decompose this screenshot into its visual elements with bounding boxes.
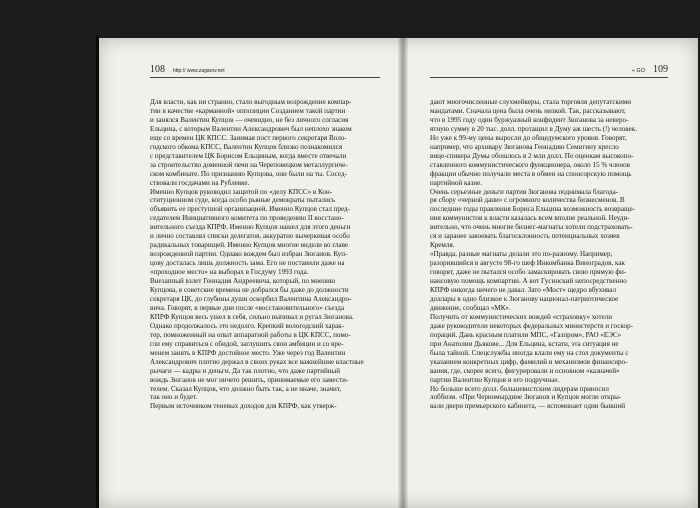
text-line: тии в качестве «карманной» оппозиции Созданием такой партии	[150, 106, 346, 115]
text-line: последние годы правления Бориса Ельцина возможность возвраще-	[430, 205, 635, 214]
text-line: ставленного коммунистического функционера, около 15 % членов	[430, 160, 630, 169]
page-gutter	[398, 38, 408, 508]
text-line: была тайной. Спецслужбы иногда клали ему на стол документы с	[430, 348, 629, 357]
text-line: радикальных товарищей. Именно Купцов многие видели во главе	[150, 241, 349, 250]
text-line: вительно, что очень многие бизнес-магнаты хотели подстраховать-	[430, 223, 633, 232]
header-url: http:// www.zagarov.net	[173, 68, 225, 74]
text-line: говорят, даже не пытался особо замаскировать свою прямую фи-	[430, 268, 627, 277]
text-line: дают многочисленные слухмейкеры, стала торговля депутатскими	[430, 98, 632, 106]
text-line: еще со времен ЦК КПСС. Занимая пост первого секретаря Воло-	[150, 133, 347, 142]
left-page-number: 108	[150, 64, 165, 75]
left-page-header	[150, 64, 380, 78]
text-line: Кремля.	[430, 241, 455, 250]
text-line: Очень серьезные деньги партия Зюганова поднимала благода-	[430, 187, 619, 196]
text-line: нансовую помощь компартии. А вот Гусинский непосредственно	[430, 277, 627, 286]
left-page-body	[150, 98, 382, 411]
text-line: рычаги — кадры и деньги. Да так плотно, что даже партийный	[150, 366, 341, 375]
text-line: «проходное место» на выборах в Госдуму 1993 года.	[150, 268, 309, 277]
text-line: вице-спикера Думы обошлось в 2 млн долл. По оценкам высокопо-	[430, 151, 634, 160]
text-line: Александрович плотно держал в своих руках все важнейшие властные	[150, 357, 364, 366]
text-line: КПРФ Купцов весь ушел в себя, сильно выпивал и ругал Зюганова.	[150, 312, 354, 321]
text-line: партийной казне.	[430, 178, 483, 187]
header-section-mark: « GO	[631, 68, 645, 74]
text-line: пораций. Дань красным платили МПС, «Газпром», РАО «ЕЭС»	[430, 330, 622, 339]
text-line: и занялся Валентин Купцов — очевидно, не без личного согласия	[150, 115, 349, 124]
text-line: разорившийся в августе 98-го шеф Инкомбанка Виноградов, как	[430, 259, 625, 268]
text-line: Внезапный взлет Геннадия Андреевича, который, по мнению	[150, 277, 336, 286]
text-line: менем занять в КПРФ достойное место. Уже через год Валентин	[150, 348, 346, 357]
text-line: Однако продолжалось это недолго. Крепкий вологодский харак-	[150, 321, 345, 330]
text-line: ствовали госдачами на Рублевке.	[150, 178, 250, 187]
text-line: лоббизм. «При Черномырдине Зюганов и Купцов могли откры-	[430, 393, 622, 402]
text-line: ся и заранее завоевать благосклонность потенциальных хозяев	[430, 232, 620, 241]
text-line: ния коммунистов к власти казалась всем вполне реальной. Неуди-	[430, 214, 630, 223]
text-line: ском комбинате. По признанию Купцова, они были на ты. Сосед-	[150, 169, 347, 178]
right-page-number: 109	[653, 64, 668, 75]
text-line: цову досталась лишь должность зама. Его не поставили даже на	[150, 259, 345, 268]
text-line: Но уже к 99-му цены выросли до общедумского уровня. Говорят,	[430, 133, 627, 142]
text-line: КПРФ никогда ничего не давал. Зато «Мост» щедро вбухивал	[430, 286, 617, 295]
text-line: за строительство доменной печи на Череповецком металлургиче-	[150, 160, 348, 169]
text-line: вича. Говорят, в первые дни после «восстановительного» съезда	[150, 303, 345, 312]
text-line: вали двери премьерского кабинета, — вспоминает один бывший	[430, 402, 626, 411]
text-line: например, что архивару Зюганова Геннадию Семигину кресло	[430, 142, 619, 151]
text-line: годского обкома КПСС, Валентин Купцов близко познакомился	[150, 142, 343, 151]
text-line: что в 1995 году один буржуазный конфидент Зюганова за неверо-	[430, 115, 629, 124]
text-line: «Правда, разные магнаты делали это по-разному. Например,	[430, 250, 613, 259]
book-binding	[96, 36, 99, 508]
right-page-body	[430, 98, 670, 411]
text-line: телем. Сказал Купцов, что должно быть так, а не иначе, значит,	[150, 384, 342, 393]
text-line: фракции обычно получали места в обмен на спонсорскую помощь	[430, 169, 632, 178]
text-line: мандатами. Сначала цена была очень низкой. Так, рассказывают,	[430, 106, 626, 115]
text-line: секретаря ЦК, до глубины души оскорбил Валентина Александро-	[150, 294, 352, 303]
text-line: движение, сообщал «МК».	[430, 303, 511, 312]
text-line: вания, где, скорее всего, фигурировали и основном «казначей»	[430, 366, 620, 375]
text-line: Для власти, как ни странно, стало выгодным возрождение компар-	[150, 98, 352, 106]
text-line: ституционном суде, когда особо рьяные демократы пытались	[150, 196, 336, 205]
text-line: доллары в одно близкое к Зюганову национал-патриотическое	[430, 294, 619, 303]
text-line: даже руководители некоторых федеральных министерств и госкор-	[430, 321, 633, 330]
text-line: Купцова, в советские времена не добрался бы даже до должности	[150, 286, 349, 295]
text-line: тер, помноженный на опыт аппаратной работы в ЦК КПСС, помо-	[150, 330, 351, 339]
text-line: вождь Зюганов не мог ничего решить, принимаемые его замести-	[150, 375, 349, 384]
text-line: при Анатолии Дьякове... Для Ельцина, кстати, эта ситуация не	[430, 339, 619, 348]
text-line: Именно Купцов руководил защитой по «делу КПСС» в Кон-	[150, 187, 333, 196]
text-line: партии Валентин Купцов и его подручные.	[430, 375, 560, 384]
text-line: с представителем ЦК Борисом Ельциным, когда вместе отвечали	[150, 151, 347, 160]
text-line: Получить от коммунистических вождей «страховку» хотели	[430, 312, 613, 321]
text-line: объявить ее преступной организацией. Именно Купцов стал пред-	[150, 205, 351, 214]
text-line: ятную сумму в 20 тыс. долл. протащил в Думу аж шесть (!) человек.	[430, 124, 637, 133]
text-line: Но больше всего долл. большевистским лидерам приносил	[430, 384, 609, 393]
text-line: седателем Инициативного комитета по проведению II восстано-	[150, 214, 344, 223]
text-line: возрожденной партии. Однако вождем был избран Зюганов. Куп-	[150, 250, 348, 259]
text-line: указанием конкретных цифр, фамилий и механизмов финансиро-	[430, 357, 628, 366]
text-line: Первым источником теневых доходов для КПРФ, как утверж-	[150, 402, 337, 411]
text-line: гли ему справиться с обидой, заглушить свои амбиции и со вре-	[150, 339, 344, 348]
text-line: так оно и будет.	[150, 393, 198, 402]
text-line: вительного съезда КПРФ. Именно Купцов нашел для этого деньги	[150, 223, 351, 232]
text-line: и лично составлял списки делегатов, аккуратно вычеркивая особо	[150, 232, 350, 241]
text-line: ря сбору «черной дани» с огромного количества бизнесменов. В	[430, 196, 625, 205]
right-page-header	[430, 64, 668, 78]
text-line: Ельцина, с которым Валентин Александрович был неплохо знаком	[150, 124, 352, 133]
